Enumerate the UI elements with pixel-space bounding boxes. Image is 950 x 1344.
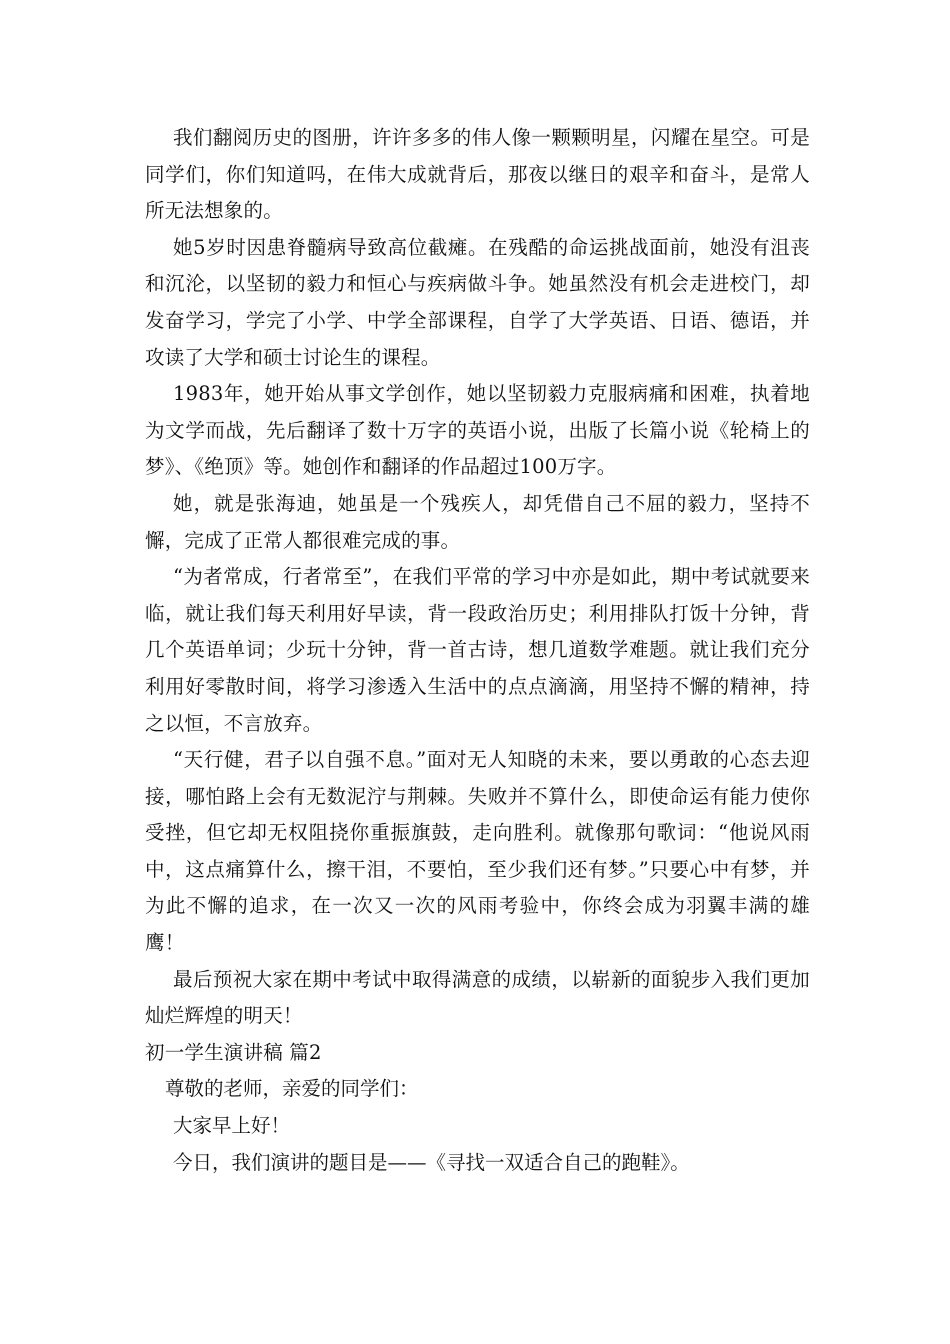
speech-opening: [145, 1070, 810, 1181]
paragraph: 最后预祝大家在期中考试中取得满意的成绩，以崭新的面貌步入我们更加灿烂辉煌的明天！: [145, 967, 810, 1028]
paragraph: 她，就是张海迪，她虽是一个残疾人，却凭借自己不屈的毅力，坚持不懈，完成了正常人都很难完成的事。: [145, 491, 810, 552]
paragraph: 1983年，她开始从事文学创作，她以坚韧毅力克服病痛和困难，执着地为文学而战，先后翻译了数十万字的英语小说，出版了长篇小说《轮椅上的梦》、《绝顶》等。她创作和翻译的作品超过100万字。: [145, 382, 810, 479]
paragraph: “为者常成，行者常至”，在我们平常的学习中亦是如此，期中考试就要来临，就让我们每天利用好早读，背一段政治历史；利用排队打饭十分钟，背几个英语单词；少玩十分钟，背一首古诗，想几道数学难题。就让我们充分利用好零散时间，将学习渗透入生活中的点点滴滴，用坚持不懈的精神，持之以恒，不言放弃。: [145, 565, 810, 735]
intro-line: 今日，我们演讲的题目是——《寻找一双适合自己的跑鞋》。: [173, 1151, 690, 1174]
paragraph: 我们翻阅历史的图册，许许多多的伟人像一颗颗明星，闪耀在星空。可是同学们，你们知道吗，在伟大成就背后，那夜以继日的艰辛和奋斗，是常人所无法想象的。: [145, 126, 810, 223]
paragraph: “天行健，君子以自强不息。”面对无人知晓的未来，要以勇敢的心态去迎接，哪怕路上会有无数泥泞与荆棘。失败并不算什么，即使命运有能力使你受挫，但它却无权阻挠你重振旗鼓，走向胜利。就像那句歌词：“他说风雨中，这点痛算什么，擦干泪，不要怕，至少我们还有梦。”只要心中有梦，并为此不懈的追求，在一次又一次的风雨考验中，你终会成为羽翼丰满的雄鹰！: [145, 748, 810, 955]
speech-body: [145, 120, 810, 1071]
section-title: 初一学生演讲稿 篇2: [145, 1040, 322, 1064]
paragraph: 她5岁时因患脊髓病导致高位截瘫。在残酷的命运挑战面前，她没有沮丧和沉沦，以坚韧的毅力和恒心与疾病做斗争。她虽然没有机会走进校门，却发奋学习，学完了小学、中学全部课程，自学了大学英语、日语、德语，并攻读了大学和硕士讨论生的课程。: [145, 235, 810, 369]
salutation-line: 尊敬的老师，亲爱的同学们：: [165, 1077, 419, 1100]
greeting-line: 大家早上好！: [173, 1114, 291, 1137]
